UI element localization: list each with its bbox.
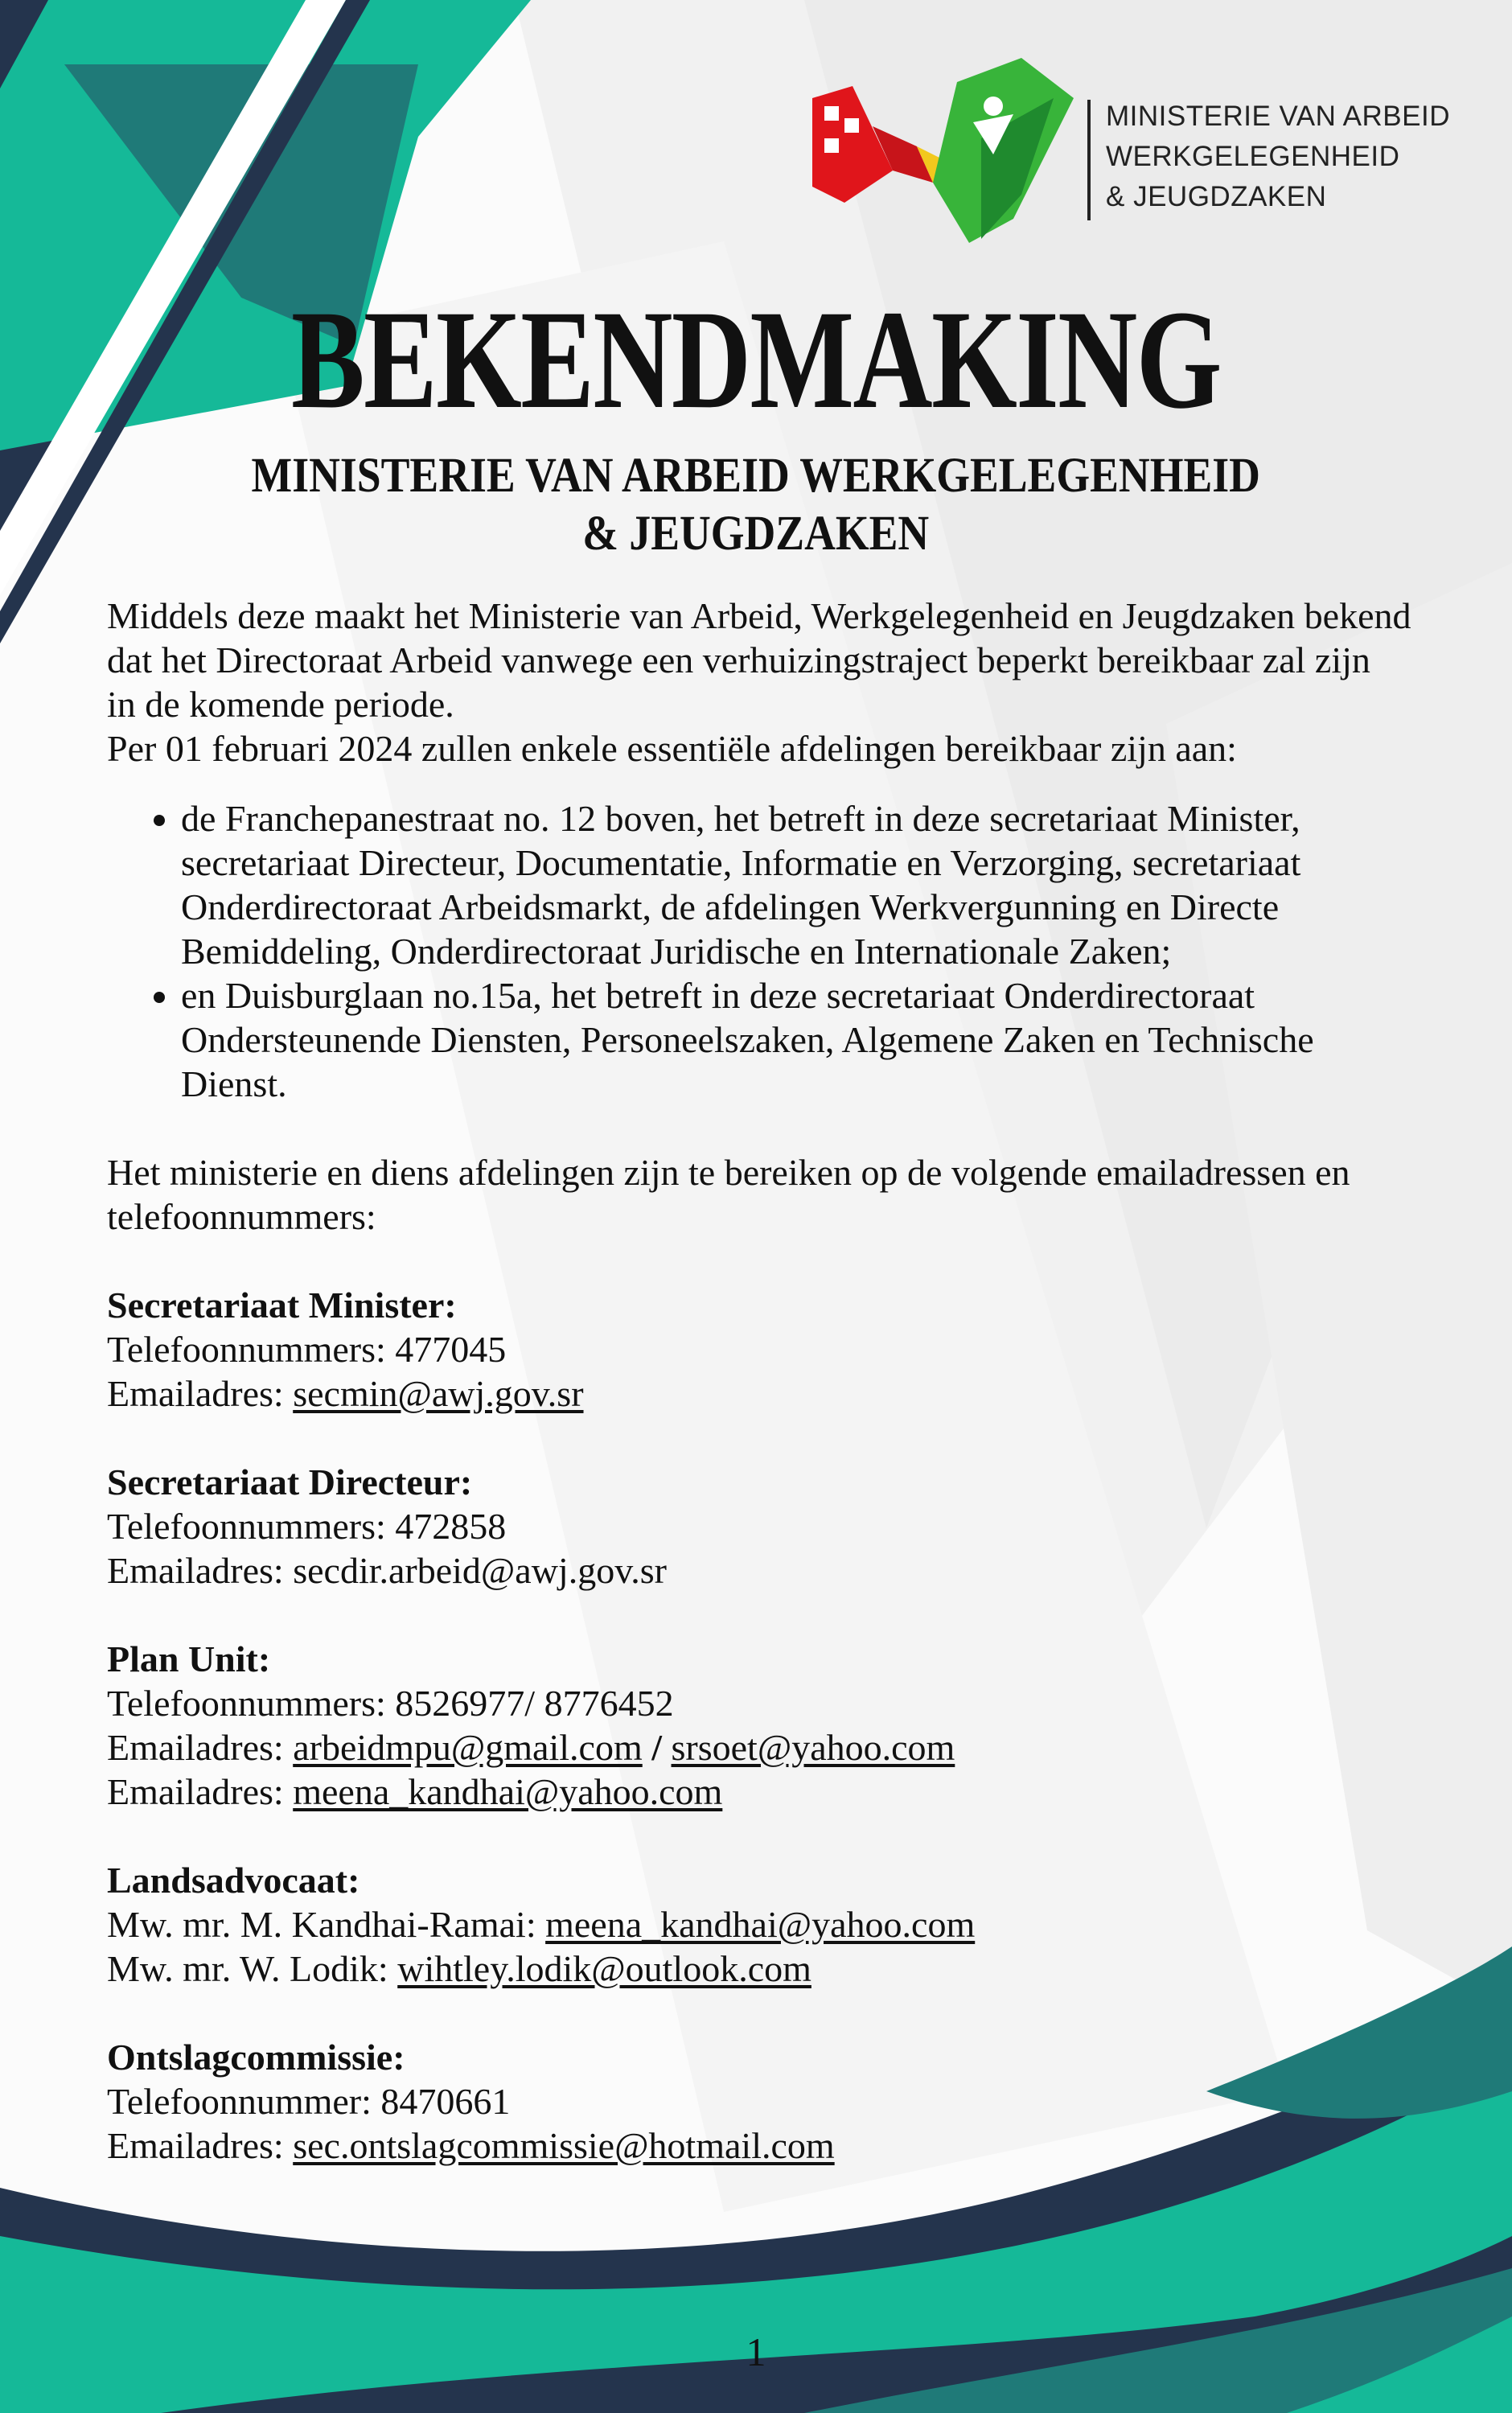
section-heading-ontslagcommissie: Ontslagcommissie: xyxy=(107,2037,405,2078)
logo-line-3: & JEUGDZAKEN xyxy=(1106,181,1327,212)
person-name: Mw. mr. W. Lodik: xyxy=(107,1948,388,1989)
section-heading-directeur: Secretariaat Directeur: xyxy=(107,1461,473,1502)
email-line xyxy=(107,2123,1426,2168)
subtitle-line-1: MINISTERIE VAN ARBEID WERKGELEGENHEID xyxy=(251,449,1261,503)
page-title: BEKENDMAKING xyxy=(291,282,1221,438)
bullet-line: • de Franchepanestraat no. 12 boven, het betreft in deze secretariaat Minister, xyxy=(181,798,1300,839)
page-subtitle xyxy=(0,447,1512,563)
email-line xyxy=(107,1725,1426,1770)
email-link[interactable]: meena_kandhai@yahoo.com xyxy=(293,1771,723,1812)
phone-number: 472858 xyxy=(395,1506,507,1547)
email-line xyxy=(107,1548,1426,1593)
logo-wordmark xyxy=(1106,97,1450,217)
phone-line xyxy=(107,2079,1426,2123)
phone-line xyxy=(107,1327,1426,1371)
bullet-line: Ondersteunende Diensten, Personeelszaken, Algemene Zaken en Technische xyxy=(181,1019,1314,1060)
subtitle-line-2: & JEUGDZAKEN xyxy=(582,507,930,561)
email-text: secdir.arbeid@awj.gov.sr xyxy=(293,1550,667,1591)
email-separator: / xyxy=(651,1727,663,1768)
email-label: Emailadres: xyxy=(107,1771,284,1812)
email-label: Emailadres: xyxy=(107,2125,284,2166)
email-link[interactable]: srsoet@yahoo.com xyxy=(671,1727,955,1768)
email-link[interactable]: secmin@awj.gov.sr xyxy=(293,1373,584,1414)
intro-line: Middels deze maakt het Ministerie van Arbeid, Werkgelegenheid en Jeugdzaken bekend xyxy=(107,595,1411,636)
phone-line xyxy=(107,1504,1426,1548)
phone-number: 8470661 xyxy=(380,2081,511,2122)
logo-divider xyxy=(1087,100,1091,220)
email-label: Emailadres: xyxy=(107,1727,284,1768)
section-heading-plan-unit: Plan Unit: xyxy=(107,1638,271,1679)
page-number: 1 xyxy=(746,2329,766,2374)
email-link[interactable]: sec.ontslagcommissie@hotmail.com xyxy=(293,2125,835,2166)
ministry-logo-icon xyxy=(796,50,1086,259)
email-label: Emailadres: xyxy=(107,1550,284,1591)
ministry-logo xyxy=(796,50,1456,259)
email-line xyxy=(107,1770,1426,1814)
location-item xyxy=(181,796,1426,973)
contact-intro-line: telefoonnummers: xyxy=(107,1196,376,1237)
bullet-line: Dienst. xyxy=(181,1063,287,1104)
phone-line xyxy=(107,1681,1426,1725)
contact-intro-line: Het ministerie en diens afdelingen zijn te bereiken op de volgende emailadressen en xyxy=(107,1152,1350,1193)
phone-number: 477045 xyxy=(395,1329,507,1370)
logo-line-2: WERKGELEGENHEID xyxy=(1106,141,1400,172)
email-link[interactable]: meena_kandhai@yahoo.com xyxy=(545,1904,976,1945)
intro-line: in de komende periode. xyxy=(107,684,454,725)
person-name: Mw. mr. M. Kandhai-Ramai: xyxy=(107,1904,536,1945)
logo-line-1: MINISTERIE VAN ARBEID xyxy=(1106,101,1450,132)
person-line xyxy=(107,1902,1426,1946)
bullet-line: Bemiddeling, Onderdirectoraat Juridische en Internationale Zaken; xyxy=(181,931,1172,972)
section-heading-minister: Secretariaat Minister: xyxy=(107,1285,457,1326)
phone-label: Telefoonnummers: xyxy=(107,1329,386,1370)
bullet-line: • en Duisburglaan no.15a, het betreft in deze secretariaat Onderdirectoraat xyxy=(181,975,1255,1016)
location-item xyxy=(181,973,1426,1106)
bullet-line: Onderdirectoraat Arbeidsmarkt, de afdelingen Werkvergunning en Directe xyxy=(181,886,1280,927)
email-link[interactable]: wihtley.lodik@outlook.com xyxy=(397,1948,811,1989)
announcement-body xyxy=(107,594,1426,2168)
section-heading-landsadvocaat: Landsadvocaat: xyxy=(107,1860,360,1901)
person-line xyxy=(107,1946,1426,1991)
intro-line: Per 01 februari 2024 zullen enkele essentiële afdelingen bereikbaar zijn aan: xyxy=(107,728,1237,769)
email-line xyxy=(107,1371,1426,1416)
phone-label: Telefoonnummer: xyxy=(107,2081,372,2122)
phone-label: Telefoonnummers: xyxy=(107,1506,386,1547)
intro-line: dat het Directoraat Arbeid vanwege een verhuizingstraject beperkt bereikbaar zal zijn xyxy=(107,639,1370,680)
phone-label: Telefoonnummers: xyxy=(107,1683,386,1724)
location-list xyxy=(107,796,1426,1106)
email-link[interactable]: arbeidmpu@gmail.com xyxy=(293,1727,643,1768)
email-label: Emailadres: xyxy=(107,1373,284,1414)
bullet-line: secretariaat Directeur, Documentatie, Informatie en Verzorging, secretariaat xyxy=(181,842,1301,883)
phone-number: 8526977/ 8776452 xyxy=(395,1683,674,1724)
